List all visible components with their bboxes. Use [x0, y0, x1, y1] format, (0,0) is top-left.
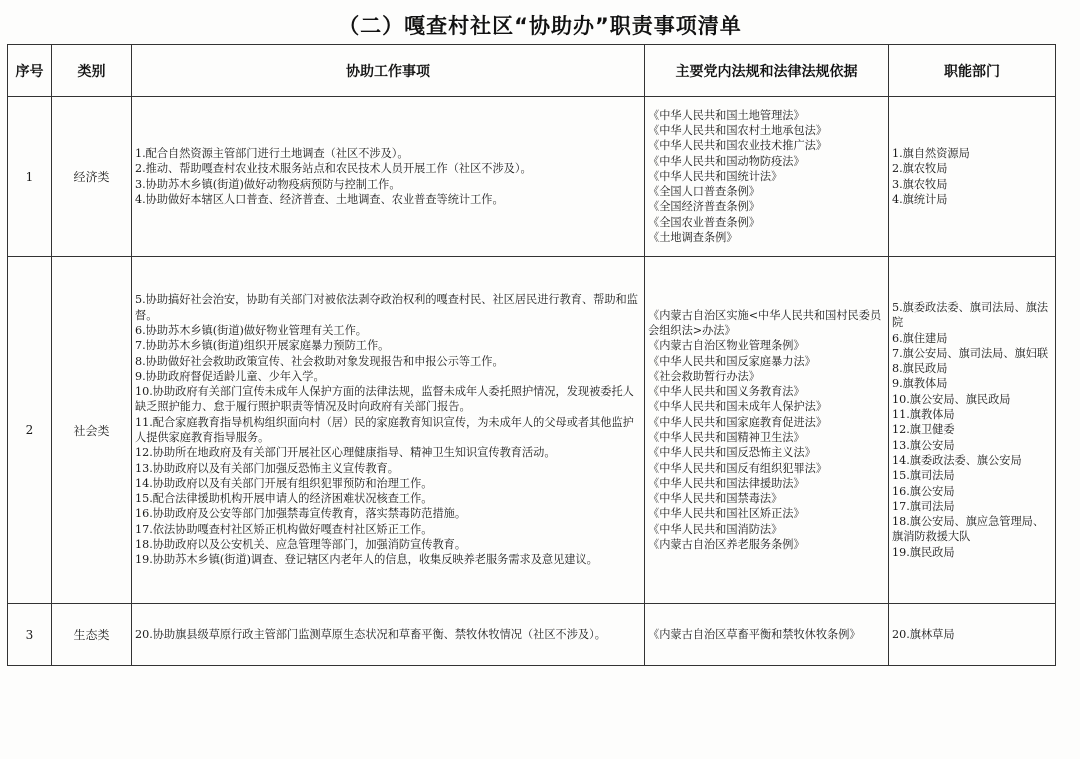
basis-item: 《中华人民共和国动物防疫法》 — [648, 154, 805, 168]
dept-item: 13.旗公安局 — [892, 438, 955, 452]
basis-item: 《土地调查条例》 — [648, 231, 738, 245]
dept-item: 18.旗公安局、旗应急管理局、旗消防救援大队 — [892, 515, 1045, 544]
basis-cell — [645, 97, 889, 257]
basis-item: 《中华人民共和国反恐怖主义法》 — [648, 446, 816, 460]
basis-cell — [645, 257, 889, 604]
task-item: 11.配合家庭教育指导机构组织面向村（居）民的家庭教育知识宣传，为未成年人的父母或者其他监护人提供家庭教育指导服务。 — [135, 415, 634, 444]
task-item: 13.协助政府以及有关部门加强反恐怖主义宣传教育。 — [135, 461, 399, 475]
basis-item: 《中华人民共和国反家庭暴力法》 — [648, 354, 816, 368]
basis-item: 《全国经济普查条例》 — [648, 200, 760, 214]
task-item: 9.协助政府督促适龄儿童、少年入学。 — [135, 369, 325, 383]
task-item: 7.协助苏木乡镇(街道)组织开展家庭暴力预防工作。 — [135, 339, 390, 353]
basis-item: 《内蒙古自治区实施<中华人民共和国村民委员会组织法>办法》 — [648, 308, 882, 337]
task-item: 20.协助旗县级草原行政主管部门监测草原生态状况和草畜平衡、禁牧休牧情况（社区不涉及）。 — [135, 627, 606, 641]
task-item: 16.协助政府及公安等部门加强禁毒宣传教育，落实禁毒防范措施。 — [135, 507, 467, 521]
row-category: 社会类 — [52, 257, 132, 604]
basis-item: 《内蒙古自治区养老服务条例》 — [648, 538, 805, 552]
task-item: 4.协助做好本辖区人口普查、经济普查、土地调查、农业普查等统计工作。 — [135, 192, 504, 206]
table-row — [8, 604, 1056, 666]
dept-item: 10.旗公安局、旗民政局 — [892, 392, 1011, 406]
dept-item: 7.旗公安局、旗司法局、旗妇联 — [892, 346, 1049, 360]
basis-item: 《中华人民共和国农村土地承包法》 — [648, 123, 828, 137]
basis-cell — [645, 604, 889, 666]
basis-item: 《中华人民共和国精神卫生法》 — [648, 431, 805, 444]
task-item: 5.协助搞好社会治安，协助有关部门对被依法剥夺政治权利的嘎查村民、社区居民进行教育、帮助和监督。 — [135, 293, 638, 322]
dept-item: 12.旗卫健委 — [892, 423, 955, 437]
task-cell — [132, 257, 645, 604]
basis-item: 《中华人民共和国土地管理法》 — [648, 108, 805, 122]
task-item: 14.协助政府以及有关部门开展有组织犯罪预防和治理工作。 — [135, 476, 433, 490]
task-cell — [132, 604, 645, 666]
dept-item: 20.旗林草局 — [892, 627, 955, 641]
dept-item: 6.旗住建局 — [892, 331, 948, 345]
dept-item: 3.旗农牧局 — [892, 177, 948, 191]
basis-item: 《全国农业普查条例》 — [648, 215, 760, 229]
task-item: 3.协助苏木乡镇(街道)做好动物疫病预防与控制工作。 — [135, 177, 401, 191]
row-category: 经济类 — [52, 97, 132, 257]
task-item: 6.协助苏木乡镇(街道)做好物业管理有关工作。 — [135, 323, 367, 337]
header-tasks: 协助工作事项 — [132, 45, 645, 97]
table-header-row — [8, 45, 1056, 97]
basis-item: 《中华人民共和国社区矫正法》 — [648, 507, 805, 521]
basis-item: 《中华人民共和国禁毒法》 — [648, 492, 783, 506]
header-basis: 主要党内法规和法律法规依据 — [645, 45, 889, 97]
basis-item: 《中华人民共和国家庭教育促进法》 — [648, 415, 828, 429]
dept-cell — [889, 257, 1056, 604]
basis-item: 《中华人民共和国农业技术推广法》 — [648, 139, 828, 153]
dept-item: 5.旗委政法委、旗司法局、旗法院 — [892, 300, 1049, 330]
dept-cell — [889, 604, 1056, 666]
dept-item: 19.旗民政局 — [892, 545, 955, 559]
basis-item: 《中华人民共和国反有组织犯罪法》 — [648, 461, 828, 475]
row-number: 1 — [8, 97, 52, 257]
basis-item: 《中华人民共和国消防法》 — [648, 522, 783, 536]
duty-list-table — [7, 44, 1056, 666]
task-item: 18.协助政府以及公安机关、应急管理等部门，加强消防宣传教育。 — [135, 538, 467, 552]
document-title: （二）嘎查村社区“协助办”职责事项清单 — [338, 14, 742, 38]
task-item: 2.推动、帮助嘎查村农业技术服务站点和农民技术人员开展工作（社区不涉及）。 — [135, 162, 532, 176]
dept-item: 8.旗民政局 — [892, 362, 948, 376]
task-item: 19.协助苏木乡镇(街道)调查、登记辖区内老年人的信息，收集反映养老服务需求及意见建议。 — [135, 553, 598, 567]
dept-item: 9.旗教体局 — [892, 377, 948, 391]
dept-item: 16.旗公安局 — [892, 484, 955, 498]
basis-item: 《内蒙古自治区草畜平衡和禁牧休牧条例》 — [648, 627, 861, 641]
dept-item: 1.旗自然资源局 — [892, 146, 970, 160]
row-category: 生态类 — [52, 604, 132, 666]
basis-item: 《中华人民共和国法律援助法》 — [648, 476, 805, 490]
task-item: 10.协助政府有关部门宣传未成年人保护方面的法律法规，监督未成年人委托照护情况，发现被委托人缺乏照护能力、怠于履行照护职责等情况及时向政府有关部门报告。 — [135, 385, 634, 414]
header-category: 类别 — [52, 45, 132, 97]
dept-item: 4.旗统计局 — [892, 192, 948, 206]
row-number: 2 — [8, 257, 52, 604]
table-row — [8, 97, 1056, 257]
dept-item: 17.旗司法局 — [892, 499, 955, 513]
basis-item: 《社会救助暂行办法》 — [648, 369, 760, 383]
dept-cell — [889, 97, 1056, 257]
basis-item: 《中华人民共和国统计法》 — [648, 169, 783, 183]
header-dept: 职能部门 — [889, 45, 1056, 97]
basis-item: 《内蒙古自治区物业管理条例》 — [648, 339, 805, 353]
task-cell — [132, 97, 645, 257]
basis-item: 《中华人民共和国未成年人保护法》 — [648, 400, 828, 414]
dept-item: 14.旗委政法委、旗公安局 — [892, 453, 1022, 467]
row-number: 3 — [8, 604, 52, 666]
dept-item: 2.旗农牧局 — [892, 162, 948, 176]
task-item: 17.依法协助嘎查村社区矫正机构做好嘎查村社区矫正工作。 — [135, 522, 433, 536]
basis-item: 《全国人口普查条例》 — [648, 185, 760, 199]
header-no: 序号 — [8, 45, 52, 97]
table-row — [8, 257, 1056, 604]
task-item: 1.配合自然资源主管部门进行土地调查（社区不涉及）。 — [135, 146, 409, 160]
task-item: 8.协助做好社会救助政策宣传、社会救助对象发现报告和申报公示等工作。 — [135, 354, 504, 368]
task-item: 15.配合法律援助机构开展申请人的经济困难状况核查工作。 — [135, 492, 433, 506]
dept-item: 15.旗司法局 — [892, 469, 955, 483]
dept-item: 11.旗教体局 — [892, 408, 955, 422]
task-item: 12.协助所在地政府及有关部门开展社区心理健康指导、精神卫生知识宣传教育活动。 — [135, 446, 556, 460]
basis-item: 《中华人民共和国义务教育法》 — [648, 385, 805, 399]
